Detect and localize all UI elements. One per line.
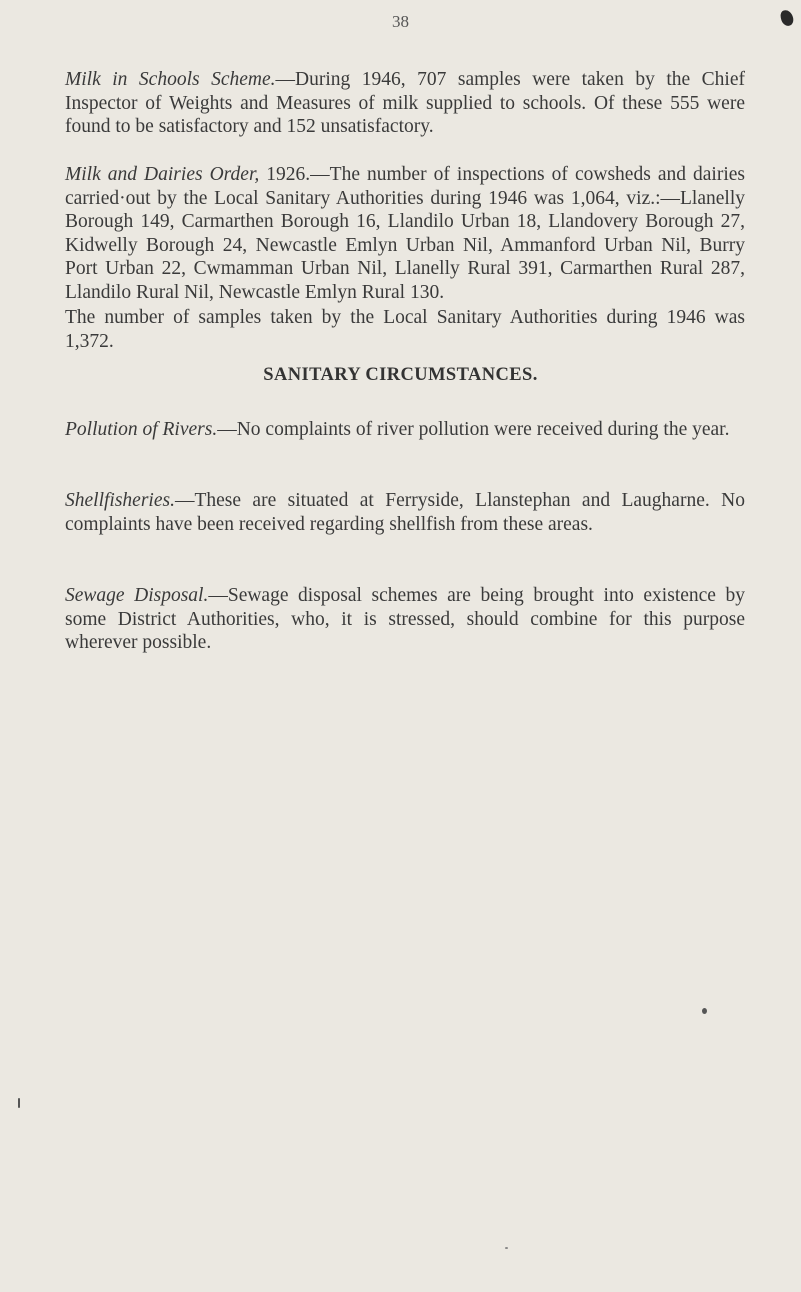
paper-speck xyxy=(505,1247,508,1249)
paragraph-sewage-disposal xyxy=(65,584,745,655)
paragraph-heading: Milk in Schools Scheme. xyxy=(65,69,276,90)
paragraph-samples-taken xyxy=(65,306,745,353)
paragraph-text: —No complaints of river pollution were received during the year. xyxy=(217,419,730,440)
paper-speck xyxy=(702,1008,707,1014)
page-number: 38 xyxy=(392,12,409,31)
paragraph-text: —Sewage disposal schemes are being brought into existence by some District Authorities, who, it is stressed, should combine for this purpose wherever possible. xyxy=(65,585,745,653)
paragraph-text: 1926.—The number of inspections of cowsheds and dairies carried·out by the Local Sanitary Authorities during 1946 was 1,064, viz.:—Llanelly Borough 149, Carmarthen Borough 16, Llandilo Urban 18, Llandovery Borough 27, Kidwelly Borough 24, Newcastle Emlyn Urban Nil, Ammanford Urban Nil, Burry Port Urban 22, Cwmamman Urban Nil, Llanelly Rural 391, Carmarthen Rural 287, Llandilo Rural Nil, Newcastle Emlyn Rural 130. xyxy=(65,164,745,303)
paragraph-text: —These are situated at Ferryside, Llanstephan and Laugharne. No complaints have been received regarding shellfish from these areas. xyxy=(65,490,745,535)
paper-speck xyxy=(18,1098,20,1108)
paragraph-shellfisheries xyxy=(65,489,745,536)
paragraph-pollution-of-rivers xyxy=(65,418,745,442)
paragraph-heading: Shellfisheries. xyxy=(65,490,175,511)
paragraph-milk-and-dairies xyxy=(65,163,745,304)
paragraph-heading: Pollution of Rivers. xyxy=(65,419,218,440)
paragraph-heading: Sewage Disposal. xyxy=(65,585,209,606)
paragraph-heading: Milk and Dairies Order, xyxy=(65,164,260,185)
paragraph-text: —During 1946, 707 samples were taken by the Chief Inspector of Weights and Measures of milk supplied to schools. Of these 555 were found to be satisfactory and 152 unsatisfactory. xyxy=(65,69,745,137)
section-heading: SANITARY CIRCUMSTANCES. xyxy=(263,365,538,385)
paragraph-milk-in-schools xyxy=(65,68,745,139)
paragraph-text: The number of samples taken by the Local Sanitary Authorities during 1946 was 1,372. xyxy=(65,307,745,352)
